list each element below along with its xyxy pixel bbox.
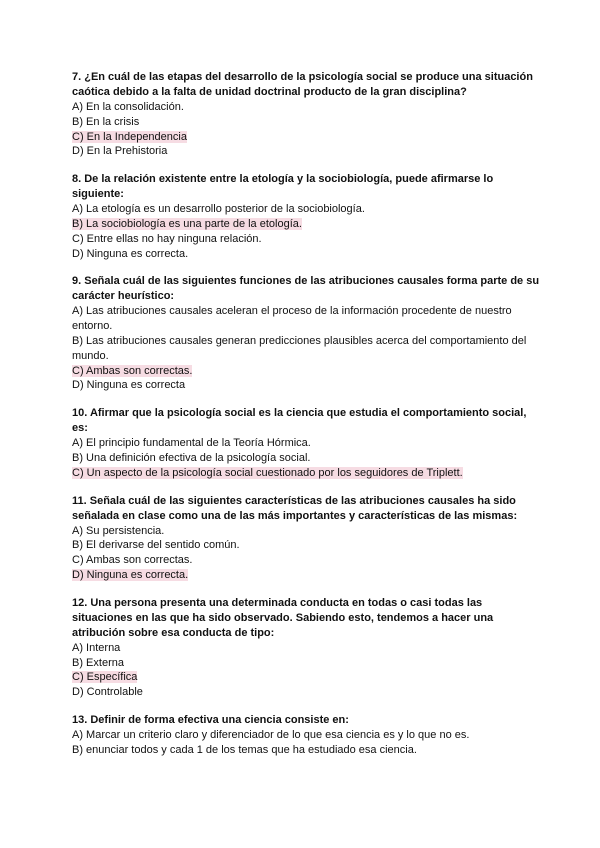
option-d: D) Ninguna es correcta.	[72, 247, 189, 260]
option-c: C) Entre ellas no hay ninguna relación.	[72, 232, 262, 245]
option-d-highlighted: D) Ninguna es correcta.	[72, 568, 189, 581]
question-12	[72, 596, 542, 700]
question-text: 11. Señala cuál de las siguientes características de las atribuciones causales ha sido señalada en clase como una de las más importantes y características de las mismas:	[72, 494, 518, 522]
option-d: D) Ninguna es correcta	[72, 379, 186, 392]
question-7	[72, 70, 542, 159]
option-b: B) Externa	[72, 656, 124, 669]
question-13	[72, 713, 542, 758]
question-8	[72, 172, 542, 261]
question-text: 7. ¿En cuál de las etapas del desarrollo de la psicología social se produce una situación caótica debido a la falta de unidad doctrinal producto de la gran disciplina?	[72, 71, 533, 98]
option-b-highlighted: B) La sociobiología es una parte de la etología.	[72, 217, 302, 230]
option-b: B) El derivarse del sentido común.	[72, 539, 240, 552]
option-c: C) Ambas son correctas.	[72, 554, 193, 567]
option-d: D) Controlable	[72, 686, 143, 699]
question-10	[72, 406, 542, 480]
option-c-highlighted: C) Ambas son correctas.	[72, 364, 193, 377]
option-d: D) En la Prehistoria	[72, 145, 168, 158]
option-b: B) enunciar todos y cada 1 de los temas que ha estudiado esa ciencia.	[72, 743, 417, 756]
option-a: A) La etología es un desarrollo posterior de la sociobiología.	[72, 203, 365, 216]
option-a: A) Las atribuciones causales aceleran el proceso de la información procedente de nuestro entorno.	[72, 305, 512, 333]
option-c-highlighted: C) En la Independencia	[72, 130, 187, 143]
option-a: A) Su persistencia.	[72, 524, 165, 537]
question-text: 10. Afirmar que la psicología social es la ciencia que estudia el comportamiento social, es:	[72, 407, 527, 435]
question-11	[72, 494, 542, 583]
question-text: 13. Definir de forma efectiva una ciencia consiste en:	[72, 713, 349, 726]
option-a: A) El principio fundamental de la Teoría Hórmica.	[72, 437, 311, 450]
option-b: B) Las atribuciones causales generan predicciones plausibles acerca del comportamiento del mundo.	[72, 334, 527, 362]
option-b: B) Una definición efectiva de la psicología social.	[72, 451, 311, 464]
option-b: B) En la crisis	[72, 115, 140, 128]
option-a: A) En la consolidación.	[72, 101, 184, 113]
exam-page	[72, 70, 542, 771]
question-text: 12. Una persona presenta una determinada conducta en todas o casi todas las situaciones en las que ha sido observado. Sabiendo esto, tendemos a hacer una atribución sobre esa conducta de tipo:	[72, 596, 494, 639]
option-a: A) Marcar un criterio claro y diferenciador de lo que esa ciencia es y lo que no es.	[72, 728, 470, 741]
question-text: 8. De la relación existente entre la etología y la sociobiología, puede afirmarse lo siguiente:	[72, 173, 494, 201]
option-c-highlighted: C) Un aspecto de la psicología social cuestionado por los seguidores de Triplett.	[72, 466, 463, 479]
option-a: A) Interna	[72, 641, 121, 654]
option-c-highlighted: C) Específica	[72, 671, 138, 684]
question-9	[72, 274, 542, 393]
question-text: 9. Señala cuál de las siguientes funciones de las atribuciones causales forma parte de su carácter heurístico:	[72, 275, 540, 303]
